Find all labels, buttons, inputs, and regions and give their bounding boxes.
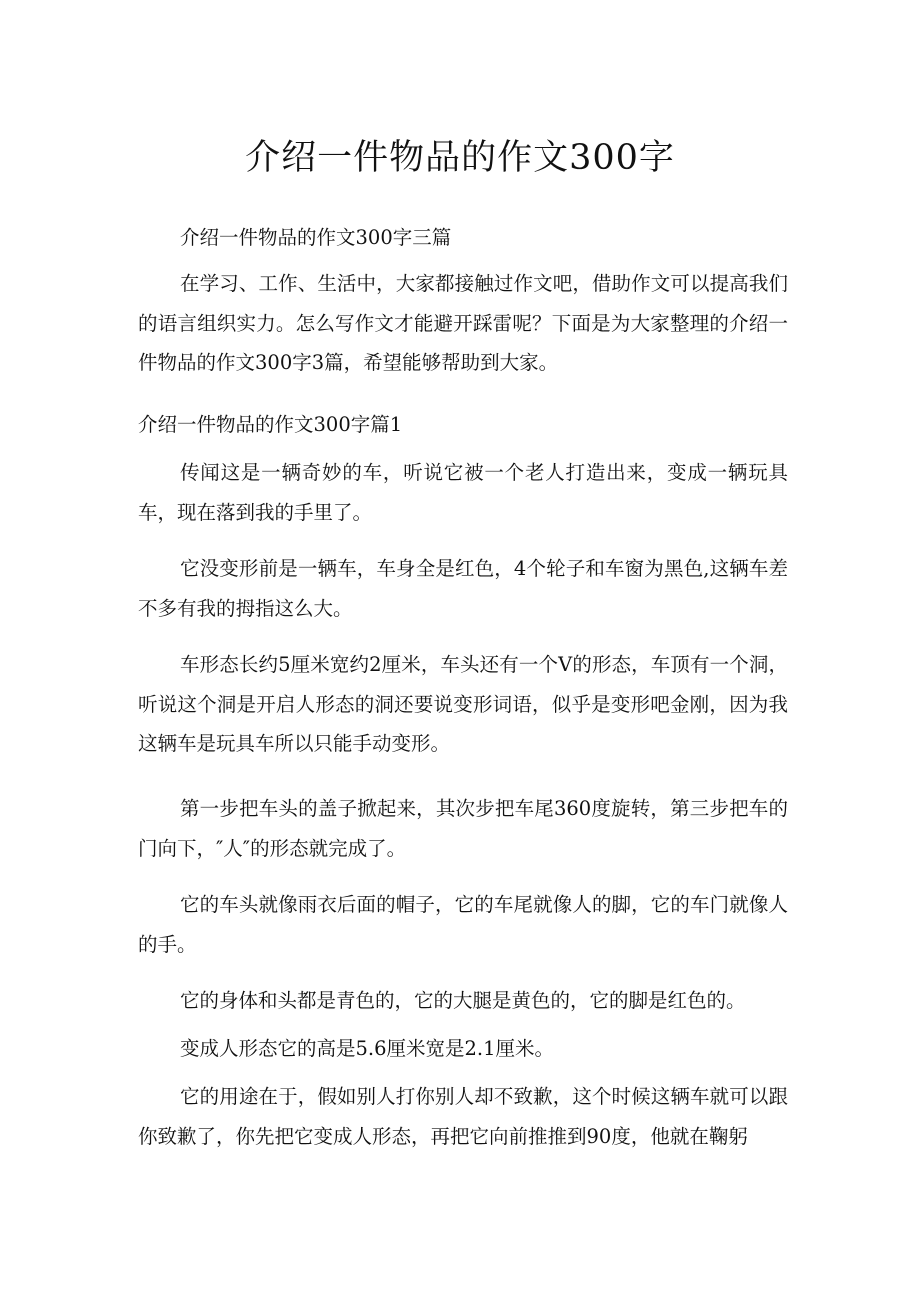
body-paragraph: 它的用途在于，假如别人打你别人却不致歉，这个时候这辆车就可以跟你致歉了，你先把它变成人形态，再把它向前推推到90度，他就在鞠躬 [138,1085,788,1148]
body-paragraph: 它的车头就像雨衣后面的帽子，它的车尾就像人的脚，它的车门就像人的手。 [138,893,788,956]
body-paragraph: 车形态长约5厘米宽约2厘米，车头还有一个V的形态，车顶有一个洞，听说这个洞是开启人形态的洞还要说变形词语，似乎是变形吧金刚，因为我这辆车是玩具车所以只能手动变形。 [138,653,788,755]
body-paragraph: 传闻这是一辆奇妙的车，听说它被一个老人打造出来，变成一辆玩具车，现在落到我的手里了。 [138,461,788,524]
body-paragraph: 它的身体和头都是青色的，它的大腿是黄色的，它的脚是红色的。 [180,989,746,1012]
document-title: 介绍一件物品的作文300字 [245,138,675,178]
body-paragraph: 它没变形前是一辆车，车身全是红色，4个轮子和车窗为黑色,这辆车差不多有我的拇指这么大。 [138,557,788,620]
subtitle-paragraph: 介绍一件物品的作文300字三篇 [180,226,452,249]
section-heading: 介绍一件物品的作文300字篇1 [138,413,403,436]
body-paragraph: 变成人形态它的高是5.6厘米宽是2.1厘米。 [180,1037,555,1060]
body-paragraph: 第一步把车头的盖子掀起来，其次步把车尾360度旋转，第三步把车的门向下，″人″的形态就完成了。 [138,797,788,860]
intro-paragraph: 在学习、工作、生活中，大家都接触过作文吧，借助作文可以提高我们的语言组织实力。怎么写作文才能避开踩雷呢？下面是为大家整理的介绍一件物品的作文300字3篇，希望能够帮助到大家。 [138,272,788,374]
